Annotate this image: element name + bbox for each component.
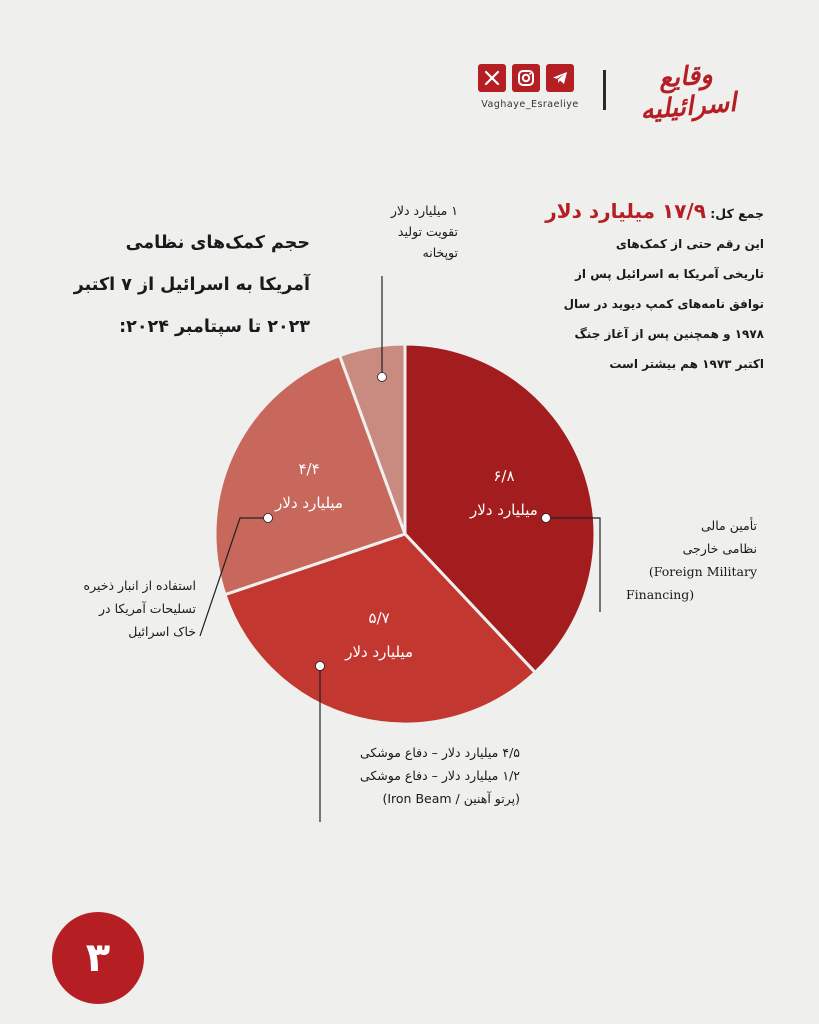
callout-dot-2 [264,514,273,523]
callout-line: ۱ میلیارد دلار [390,203,458,218]
callout-line: استفاده از انبار ذخیره [83,578,196,593]
callout-fmf [612,514,757,606]
slice-value-label-0: ۶/۸ [493,466,515,485]
title-line-2: آمریکا به اسرائیل از ۷ اکتبر [73,275,310,295]
brand-logo: وقایع اسرائیلیه [639,59,738,127]
slice-value-label-1: ۵/۷ [368,609,390,628]
callout-line: تقویت تولید [397,224,458,239]
page-number: ۳ [52,912,144,1004]
note-line: ۱۹۷۸ و همچنین پس از آغاز جنگ [574,327,764,341]
total-value: ۱۷/۹ میلیارد دلار [545,199,706,223]
callout-line: توپخانه [422,245,458,260]
callout-en-line: (پرتو آهنین / Iron Beam) [382,791,520,806]
callout-line: تسلیحات آمریکا در [99,601,196,616]
callout-line: ۱/۲ میلیارد دلار – دفاع موشکی [359,768,520,783]
slice-unit-label-0: میلیارد دلار [470,500,538,519]
callout-stockpile [68,574,196,643]
slice-unit-label-1: میلیارد دلار [345,643,414,662]
title-line-3: ۲۰۲۳ تا سپتامبر ۲۰۲۴: [119,317,310,337]
note-line: توافق نامه‌های کمپ دیوید در سال [563,297,764,311]
note-line: تاریخی آمریکا به اسرائیل پس از [575,267,764,281]
callout-en-line: Financing) [626,587,695,602]
callout-dot-3 [378,373,387,382]
callout-en-line: (Foreign Military [648,564,757,579]
callout-dot-0 [542,514,551,523]
callout-line: تأمین مالی [701,518,757,533]
channel-handle: Vaghaye_Esraeliye [481,99,579,110]
callout-line: ۴/۵ میلیارد دلار – دفاع موشکی [359,745,520,760]
callout-dot-1 [316,662,325,671]
slice-value-label-2: ۴/۴ [298,459,320,478]
slice-unit-label-2: میلیارد دلار [275,493,343,512]
callout-missile-defense [322,741,520,810]
note-line: این رقم حتی از کمک‌های [615,237,764,251]
note-line: اکتبر ۱۹۷۳ هم بیشتر است [609,357,764,371]
callout-line: خاک اسرائیل [128,624,196,639]
total-prefix: جمع کل: [705,206,764,221]
callout-line: نظامی خارجی [682,541,757,556]
callout-artillery [370,200,458,263]
title-line-1: حجم کمک‌های نظامی [125,233,310,253]
